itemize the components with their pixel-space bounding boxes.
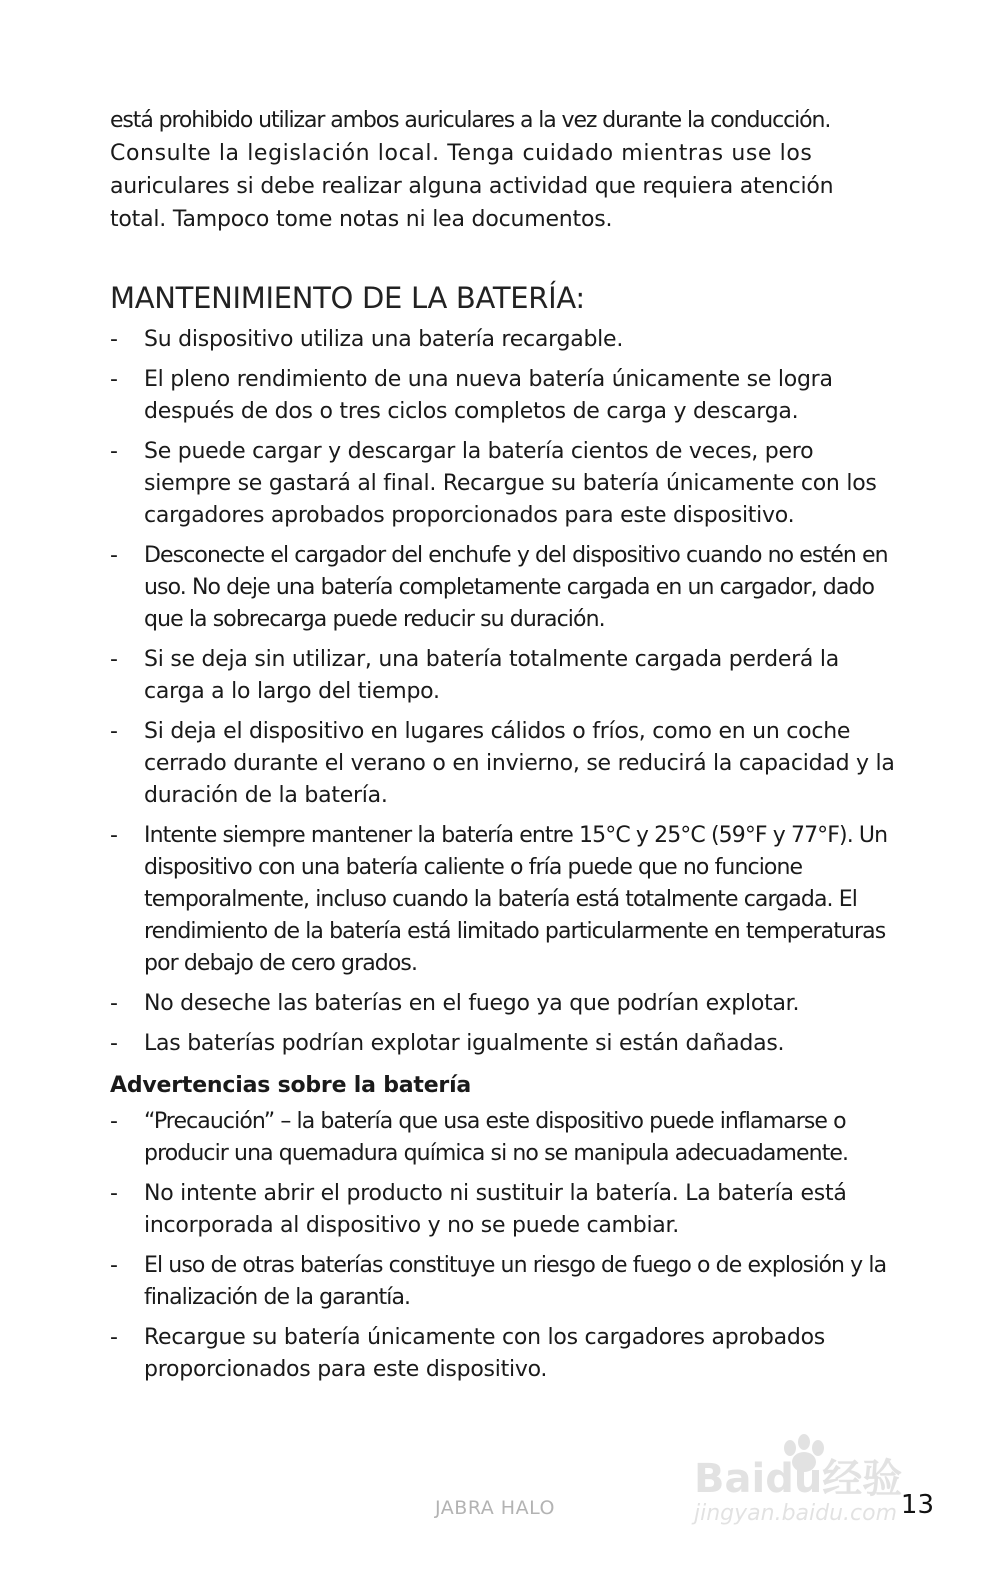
list-dash: -	[110, 367, 118, 392]
list-item-text: Si se deja sin utilizar, una batería totalmente cargada perderá la carga a lo largo del tiempo.	[144, 647, 839, 704]
list-item	[110, 1028, 900, 1060]
list-item	[110, 644, 900, 708]
list-item	[110, 436, 900, 532]
list-item	[110, 324, 900, 356]
list-dash: -	[110, 1181, 118, 1206]
list-dash: -	[110, 1325, 118, 1350]
list-item-text: Recargue su batería únicamente con los cargadores aprobados proporcionados para este dispositivo.	[144, 1325, 826, 1382]
baidu-watermark	[690, 1430, 920, 1530]
watermark-logo-text: Baidu经验	[694, 1456, 903, 1502]
list-item	[110, 1178, 900, 1242]
battery-maintenance-list	[110, 324, 900, 1060]
list-item-text: Desconecte el cargador del enchufe y del dispositivo cuando no estén en uso. No deje una batería completamente cargada en un cargador, dado que la sobrecarga puede reducir su duración.	[144, 543, 888, 632]
list-dash: -	[110, 1031, 118, 1056]
list-item	[110, 988, 900, 1020]
list-item	[110, 540, 900, 636]
intro-line: está prohibido utilizar ambos auriculares a la vez durante la conducción.	[110, 108, 831, 133]
list-dash: -	[110, 1109, 118, 1134]
list-item-text: El uso de otras baterías constituye un riesgo de fuego o de explosión y la finalización de la garantía.	[144, 1253, 887, 1310]
page-number: 13	[900, 1490, 934, 1520]
battery-warnings-list	[110, 1106, 900, 1386]
list-item-text: Intente siempre mantener la batería entre 15°C y 25°C (59°F y 77°F). Un dispositivo con una batería caliente o fría puede que no funcione temporalmente, incluso cuando la batería está totalmente cargada. El rendimiento de la batería está limitado particularmente en temperaturas por debajo de cero grados.	[144, 823, 888, 976]
intro-paragraph	[110, 104, 900, 236]
list-dash: -	[110, 647, 118, 672]
list-dash: -	[110, 1253, 118, 1278]
document-page	[110, 104, 900, 1394]
section-title: MANTENIMIENTO DE LA BATERÍA:	[110, 281, 585, 315]
list-dash: -	[110, 719, 118, 744]
list-item	[110, 1250, 900, 1314]
intro-line: auriculares si debe realizar alguna actividad que requiera atención	[110, 174, 834, 199]
list-item-text: Si deja el dispositivo en lugares cálidos o fríos, como en un coche cerrado durante el verano o en invierno, se reducirá la capacidad y la duración de la batería.	[144, 719, 895, 808]
list-item-text: Su dispositivo utiliza una batería recargable.	[144, 327, 624, 352]
list-item-text: El pleno rendimiento de una nueva batería únicamente se logra después de dos o tres ciclos completos de carga y descarga.	[144, 367, 833, 424]
list-dash: -	[110, 991, 118, 1016]
list-dash: -	[110, 327, 118, 352]
warnings-heading: Advertencias sobre la batería	[110, 1073, 472, 1098]
watermark-url: jingyan.baidu.com	[694, 1501, 898, 1526]
list-item	[110, 1106, 900, 1170]
list-item	[110, 716, 900, 812]
list-item-text: No deseche las baterías en el fuego ya que podrían explotar.	[144, 991, 800, 1016]
list-item	[110, 1322, 900, 1386]
list-dash: -	[110, 439, 118, 464]
list-item-text: “Precaución” – la batería que usa este dispositivo puede inflamarse o producir una quemadura química si no se manipula adecuadamente.	[144, 1109, 849, 1166]
list-item	[110, 820, 900, 980]
footer-brand: JABRA HALO	[435, 1497, 555, 1519]
intro-line: total. Tampoco tome notas ni lea documentos.	[110, 207, 613, 232]
list-dash: -	[110, 823, 118, 848]
list-dash: -	[110, 543, 118, 568]
list-item-text: Se puede cargar y descargar la batería cientos de veces, pero siempre se gastará al final. Recargue su batería únicamente con los cargadores aprobados proporcionados para este dispositivo.	[144, 439, 877, 528]
list-item-text: No intente abrir el producto ni sustituir la batería. La batería está incorporada al dispositivo y no se puede cambiar.	[144, 1181, 847, 1238]
intro-line: Consulte la legislación local. Tenga cuidado mientras use los	[110, 141, 813, 166]
list-item	[110, 364, 900, 428]
list-item-text: Las baterías podrían explotar igualmente si están dañadas.	[144, 1031, 785, 1056]
